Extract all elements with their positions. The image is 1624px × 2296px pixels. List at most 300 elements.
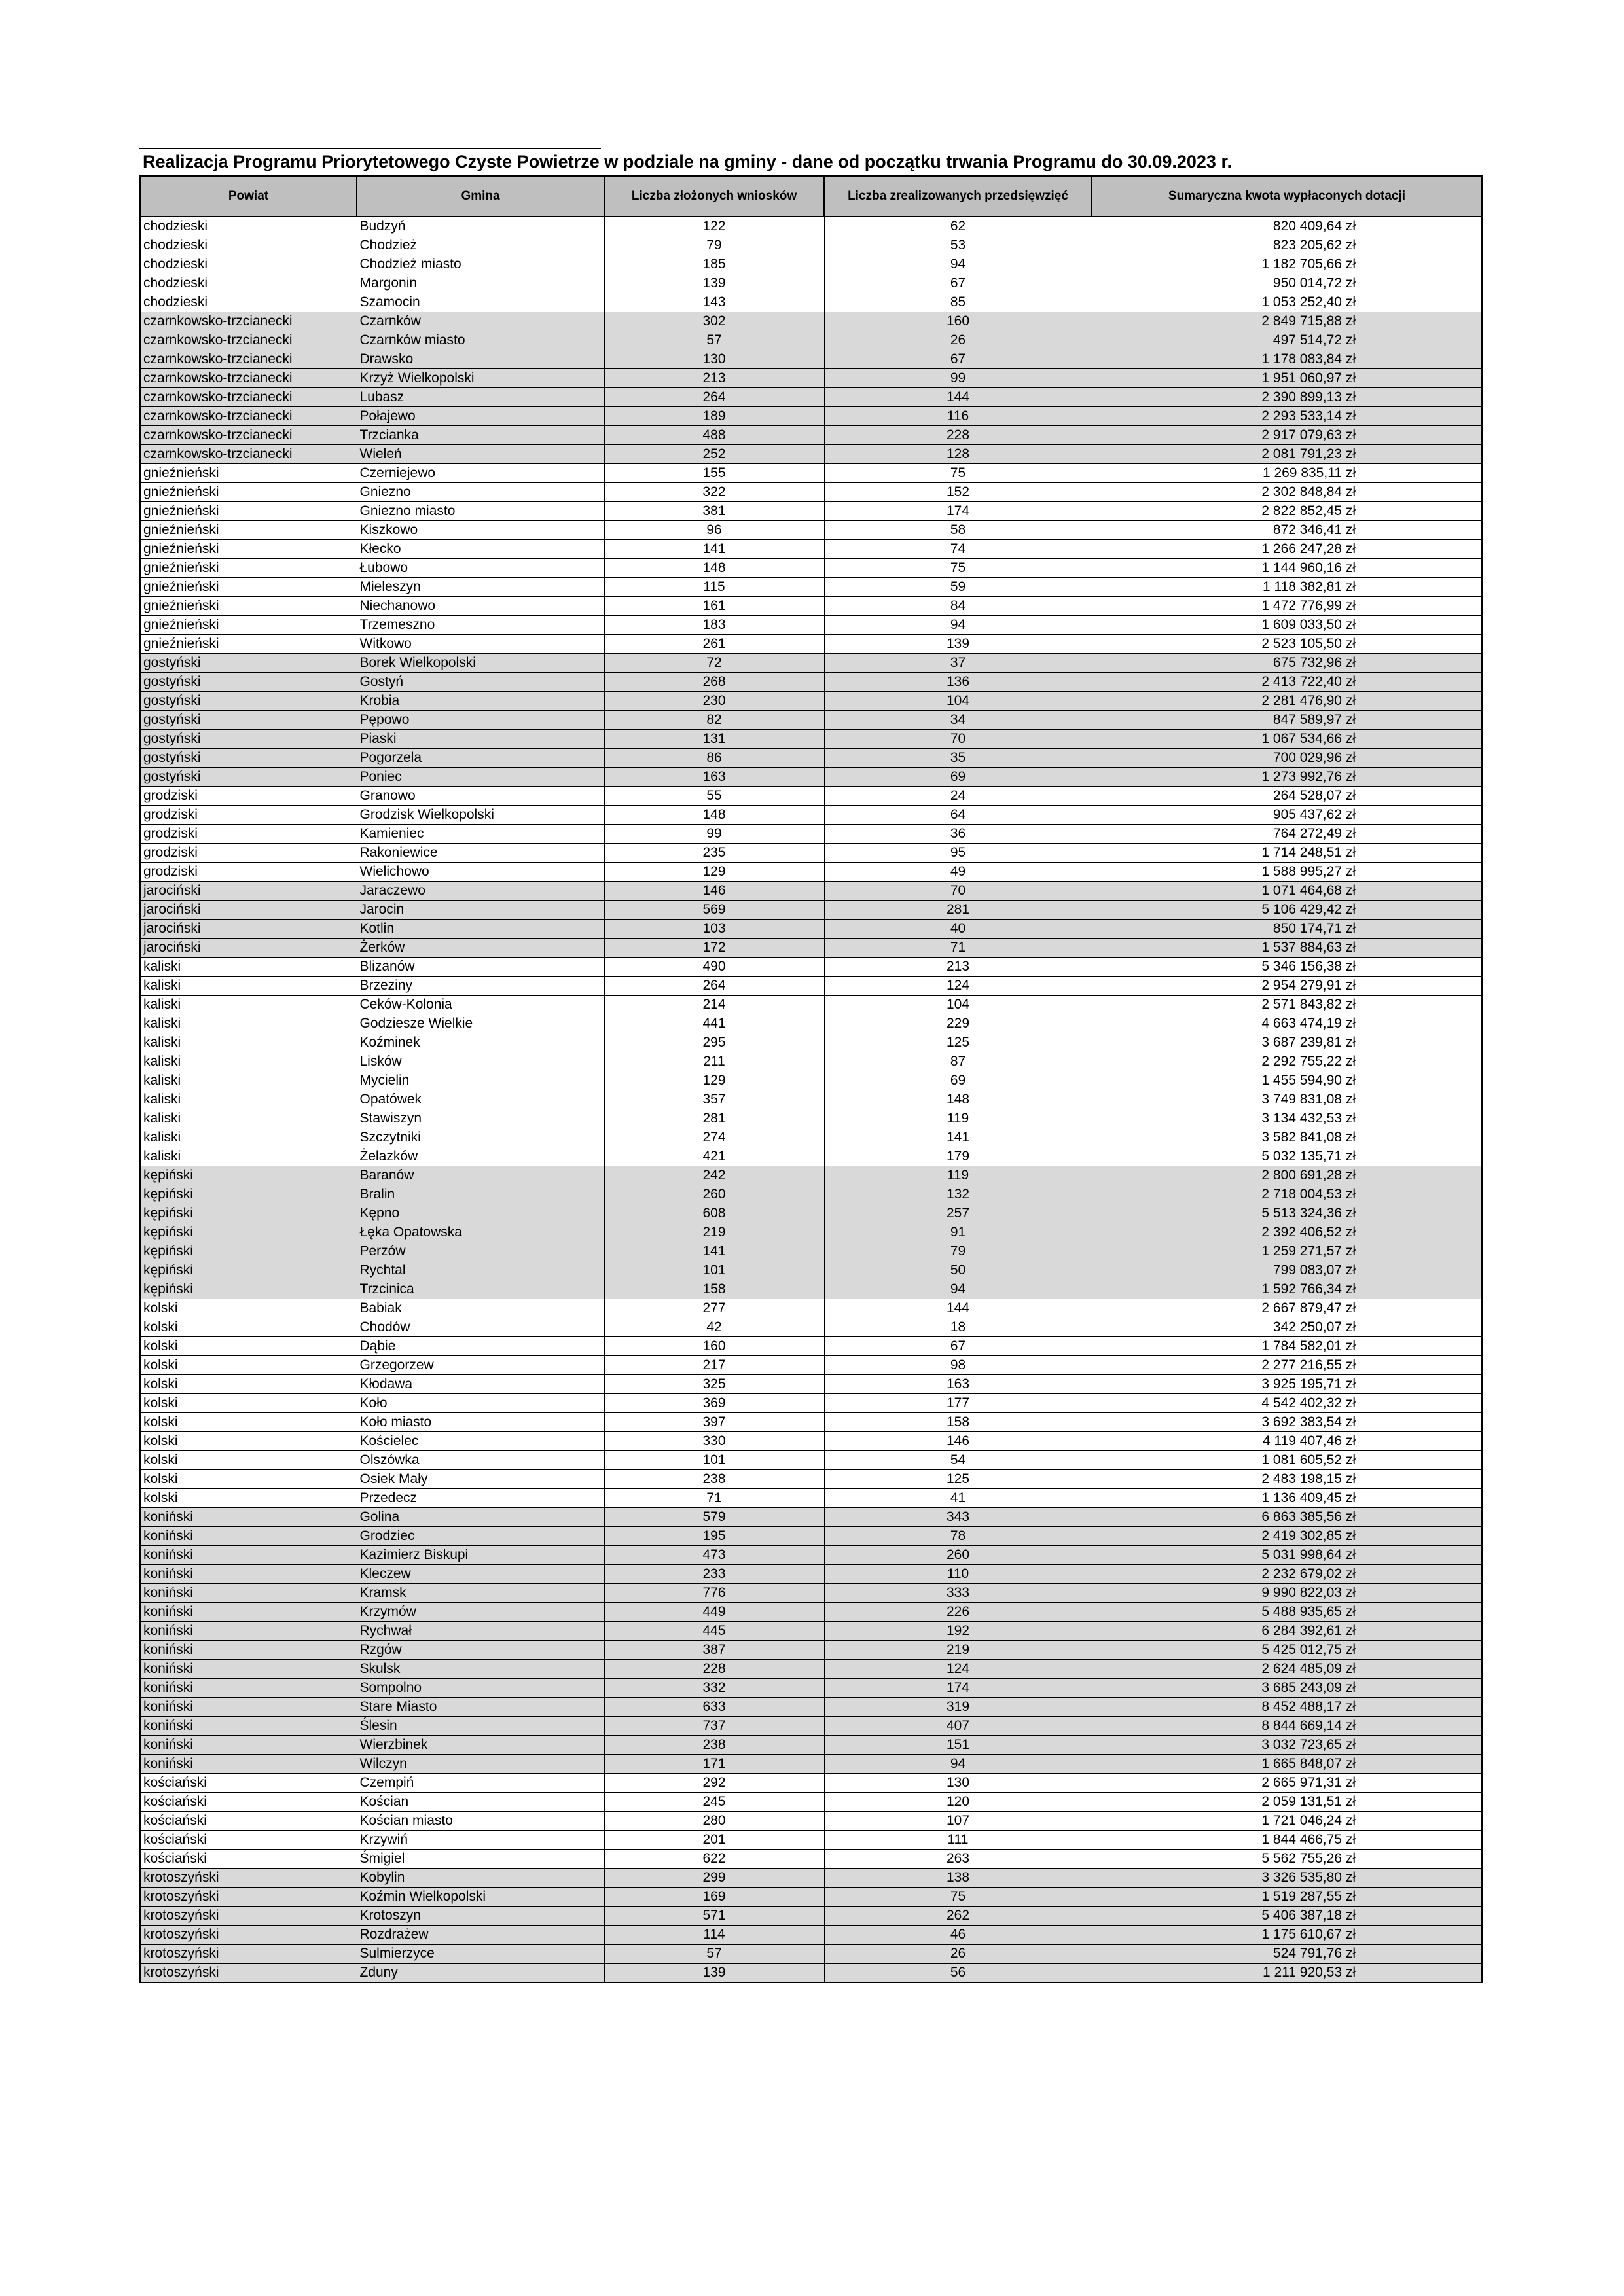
cell-gmina: Krzywiń	[357, 1831, 604, 1850]
cell-liczba-przedsiewziec: 18	[824, 1318, 1092, 1337]
cell-gmina: Bralin	[357, 1185, 604, 1204]
cell-gmina: Chodzież miasto	[357, 255, 604, 274]
cell-gmina: Perzów	[357, 1242, 604, 1261]
table-row	[140, 426, 1482, 445]
table-row	[140, 1337, 1482, 1356]
cell-liczba-przedsiewziec: 62	[824, 217, 1092, 236]
cell-kwota-dotacji: 1 266 247,28 zł	[1092, 540, 1482, 559]
cell-gmina: Kościelec	[357, 1432, 604, 1451]
cell-powiat: czarnkowsko-trzcianecki	[140, 407, 357, 426]
table-row	[140, 1451, 1482, 1470]
cell-gmina: Czarnków	[357, 312, 604, 331]
table-row	[140, 901, 1482, 920]
cell-liczba-wnioskow: 264	[604, 977, 824, 996]
table-row	[140, 1774, 1482, 1793]
cell-gmina: Kamieniec	[357, 825, 604, 844]
cell-liczba-przedsiewziec: 26	[824, 1945, 1092, 1964]
cell-liczba-wnioskow: 141	[604, 1242, 824, 1261]
table-row	[140, 768, 1482, 787]
cell-liczba-wnioskow: 79	[604, 236, 824, 255]
cell-powiat: gnieźnieński	[140, 559, 357, 578]
cell-liczba-przedsiewziec: 50	[824, 1261, 1092, 1280]
cell-liczba-przedsiewziec: 84	[824, 597, 1092, 616]
cell-liczba-przedsiewziec: 46	[824, 1926, 1092, 1945]
cell-liczba-przedsiewziec: 138	[824, 1869, 1092, 1888]
cell-powiat: kolski	[140, 1489, 357, 1508]
cell-liczba-wnioskow: 129	[604, 863, 824, 882]
cell-kwota-dotacji: 1 175 610,67 zł	[1092, 1926, 1482, 1945]
cell-kwota-dotacji: 1 071 464,68 zł	[1092, 882, 1482, 901]
table-row	[140, 1261, 1482, 1280]
cell-liczba-wnioskow: 213	[604, 369, 824, 388]
cell-liczba-przedsiewziec: 120	[824, 1793, 1092, 1812]
cell-gmina: Zduny	[357, 1964, 604, 1983]
cell-liczba-przedsiewziec: 124	[824, 1660, 1092, 1679]
cell-kwota-dotacji: 1 519 287,55 zł	[1092, 1888, 1482, 1907]
table-row	[140, 1185, 1482, 1204]
cell-powiat: czarnkowsko-trzcianecki	[140, 312, 357, 331]
cell-gmina: Kościan	[357, 1793, 604, 1812]
table-row	[140, 1660, 1482, 1679]
cell-gmina: Rychtal	[357, 1261, 604, 1280]
cell-powiat: kolski	[140, 1432, 357, 1451]
cell-liczba-wnioskow: 230	[604, 692, 824, 711]
cell-kwota-dotacji: 6 863 385,56 zł	[1092, 1508, 1482, 1527]
cell-liczba-przedsiewziec: 59	[824, 578, 1092, 597]
cell-powiat: kolski	[140, 1451, 357, 1470]
cell-gmina: Gniezno	[357, 483, 604, 502]
cell-powiat: gnieźnieński	[140, 540, 357, 559]
cell-powiat: krotoszyński	[140, 1888, 357, 1907]
cell-kwota-dotacji: 1 455 594,90 zł	[1092, 1071, 1482, 1090]
cell-liczba-wnioskow: 569	[604, 901, 824, 920]
table-body	[140, 217, 1482, 1982]
cell-liczba-wnioskow: 155	[604, 464, 824, 483]
cell-gmina: Ceków-Kolonia	[357, 996, 604, 1014]
cell-powiat: koniński	[140, 1603, 357, 1622]
cell-liczba-wnioskow: 357	[604, 1090, 824, 1109]
cell-kwota-dotacji: 3 749 831,08 zł	[1092, 1090, 1482, 1109]
cell-liczba-przedsiewziec: 70	[824, 882, 1092, 901]
table-row	[140, 920, 1482, 939]
cell-powiat: kaliski	[140, 1033, 357, 1052]
cell-gmina: Drawsko	[357, 350, 604, 369]
cell-gmina: Osiek Mały	[357, 1470, 604, 1489]
cell-liczba-przedsiewziec: 69	[824, 768, 1092, 787]
table-row	[140, 863, 1482, 882]
cell-gmina: Budzyń	[357, 217, 604, 236]
cell-powiat: chodzieski	[140, 293, 357, 312]
cell-powiat: kościański	[140, 1812, 357, 1831]
cell-liczba-przedsiewziec: 343	[824, 1508, 1092, 1527]
cell-liczba-wnioskow: 473	[604, 1546, 824, 1565]
cell-powiat: koniński	[140, 1508, 357, 1527]
cell-powiat: jarociński	[140, 939, 357, 958]
cell-kwota-dotacji: 1 144 960,16 zł	[1092, 559, 1482, 578]
table-row	[140, 388, 1482, 407]
cell-powiat: kościański	[140, 1831, 357, 1850]
cell-liczba-wnioskow: 82	[604, 711, 824, 730]
cell-liczba-przedsiewziec: 58	[824, 521, 1092, 540]
cell-gmina: Kłodawa	[357, 1375, 604, 1394]
cell-liczba-wnioskow: 261	[604, 635, 824, 654]
cell-gmina: Koźmin Wielkopolski	[357, 1888, 604, 1907]
cell-gmina: Krzyż Wielkopolski	[357, 369, 604, 388]
table-row	[140, 1470, 1482, 1489]
cell-kwota-dotacji: 1 118 382,81 zł	[1092, 578, 1482, 597]
cell-liczba-wnioskow: 299	[604, 1869, 824, 1888]
cell-kwota-dotacji: 2 718 004,53 zł	[1092, 1185, 1482, 1204]
table-row	[140, 483, 1482, 502]
cell-kwota-dotacji: 1 211 920,53 zł	[1092, 1964, 1482, 1983]
cell-kwota-dotacji: 1 592 766,34 zł	[1092, 1280, 1482, 1299]
cell-kwota-dotacji: 2 293 533,14 zł	[1092, 407, 1482, 426]
cell-gmina: Kotlin	[357, 920, 604, 939]
table-row	[140, 445, 1482, 464]
cell-powiat: kaliski	[140, 1128, 357, 1147]
cell-kwota-dotacji: 3 582 841,08 zł	[1092, 1128, 1482, 1147]
table-row	[140, 1394, 1482, 1413]
cell-liczba-przedsiewziec: 53	[824, 236, 1092, 255]
cell-kwota-dotacji: 2 419 302,85 zł	[1092, 1527, 1482, 1546]
table-row	[140, 958, 1482, 977]
cell-gmina: Kościan miasto	[357, 1812, 604, 1831]
cell-liczba-wnioskow: 189	[604, 407, 824, 426]
cell-liczba-przedsiewziec: 74	[824, 540, 1092, 559]
cell-liczba-przedsiewziec: 229	[824, 1014, 1092, 1033]
table-row	[140, 350, 1482, 369]
cell-gmina: Mieleszyn	[357, 578, 604, 597]
cell-liczba-wnioskow: 42	[604, 1318, 824, 1337]
cell-gmina: Krotoszyn	[357, 1907, 604, 1926]
cell-gmina: Grodzisk Wielkopolski	[357, 806, 604, 825]
cell-kwota-dotacji: 1 714 248,51 zł	[1092, 844, 1482, 863]
cell-kwota-dotacji: 1 784 582,01 zł	[1092, 1337, 1482, 1356]
cell-liczba-wnioskow: 322	[604, 483, 824, 502]
cell-kwota-dotacji: 950 014,72 zł	[1092, 274, 1482, 293]
cell-kwota-dotacji: 1 665 848,07 zł	[1092, 1755, 1482, 1774]
cell-powiat: gnieźnieński	[140, 521, 357, 540]
cell-gmina: Pogorzela	[357, 749, 604, 768]
cell-gmina: Żelazków	[357, 1147, 604, 1166]
cell-kwota-dotacji: 823 205,62 zł	[1092, 236, 1482, 255]
cell-kwota-dotacji: 8 452 488,17 zł	[1092, 1698, 1482, 1717]
cell-gmina: Skulsk	[357, 1660, 604, 1679]
cell-kwota-dotacji: 1 259 271,57 zł	[1092, 1242, 1482, 1261]
cell-powiat: gostyński	[140, 730, 357, 749]
table-row	[140, 293, 1482, 312]
table-row	[140, 1584, 1482, 1603]
cell-powiat: kaliski	[140, 1052, 357, 1071]
cell-liczba-wnioskow: 381	[604, 502, 824, 521]
cell-liczba-wnioskow: 277	[604, 1299, 824, 1318]
cell-powiat: czarnkowsko-trzcianecki	[140, 426, 357, 445]
cell-liczba-wnioskow: 211	[604, 1052, 824, 1071]
cell-liczba-wnioskow: 280	[604, 1812, 824, 1831]
cell-gmina: Wieleń	[357, 445, 604, 464]
cell-kwota-dotacji: 2 571 843,82 zł	[1092, 996, 1482, 1014]
cell-liczba-przedsiewziec: 219	[824, 1641, 1092, 1660]
cell-powiat: chodzieski	[140, 274, 357, 293]
cell-powiat: gostyński	[140, 749, 357, 768]
cell-liczba-wnioskow: 421	[604, 1147, 824, 1166]
cell-liczba-wnioskow: 387	[604, 1641, 824, 1660]
cell-kwota-dotacji: 5 032 135,71 zł	[1092, 1147, 1482, 1166]
cell-kwota-dotacji: 497 514,72 zł	[1092, 331, 1482, 350]
table-row	[140, 1280, 1482, 1299]
table-row	[140, 312, 1482, 331]
cell-powiat: kępiński	[140, 1242, 357, 1261]
cell-powiat: kolski	[140, 1375, 357, 1394]
table-row	[140, 1109, 1482, 1128]
cell-powiat: gostyński	[140, 711, 357, 730]
cell-liczba-wnioskow: 449	[604, 1603, 824, 1622]
cell-kwota-dotacji: 5 562 755,26 zł	[1092, 1850, 1482, 1869]
cell-kwota-dotacji: 3 326 535,80 zł	[1092, 1869, 1482, 1888]
cell-liczba-przedsiewziec: 110	[824, 1565, 1092, 1584]
cell-kwota-dotacji: 2 822 852,45 zł	[1092, 502, 1482, 521]
table-row	[140, 654, 1482, 673]
cell-liczba-wnioskow: 445	[604, 1622, 824, 1641]
cell-powiat: gostyński	[140, 673, 357, 692]
cell-gmina: Pępowo	[357, 711, 604, 730]
table-row	[140, 1679, 1482, 1698]
cell-powiat: czarnkowsko-trzcianecki	[140, 331, 357, 350]
cell-kwota-dotacji: 1 081 605,52 zł	[1092, 1451, 1482, 1470]
table-row	[140, 1223, 1482, 1242]
cell-liczba-wnioskow: 228	[604, 1660, 824, 1679]
table-row	[140, 1166, 1482, 1185]
cell-powiat: kaliski	[140, 1109, 357, 1128]
cell-gmina: Rakoniewice	[357, 844, 604, 863]
cell-liczba-wnioskow: 274	[604, 1128, 824, 1147]
cell-liczba-wnioskow: 330	[604, 1432, 824, 1451]
cell-gmina: Baranów	[357, 1166, 604, 1185]
table-header-row	[140, 176, 1482, 217]
cell-powiat: grodziski	[140, 844, 357, 863]
cell-liczba-wnioskow: 490	[604, 958, 824, 977]
table-row	[140, 369, 1482, 388]
cell-kwota-dotacji: 3 685 243,09 zł	[1092, 1679, 1482, 1698]
table-row	[140, 1793, 1482, 1812]
header-kwota-dotacji: Sumaryczna kwota wypłaconych dotacji	[1092, 176, 1482, 217]
table-row	[140, 1014, 1482, 1033]
cell-kwota-dotacji: 5 513 324,36 zł	[1092, 1204, 1482, 1223]
cell-kwota-dotacji: 2 917 079,63 zł	[1092, 426, 1482, 445]
table-row	[140, 882, 1482, 901]
table-row	[140, 1831, 1482, 1850]
table-row	[140, 1964, 1482, 1983]
cell-powiat: koniński	[140, 1565, 357, 1584]
cell-liczba-przedsiewziec: 139	[824, 635, 1092, 654]
table-row	[140, 1717, 1482, 1736]
cell-gmina: Godziesze Wielkie	[357, 1014, 604, 1033]
cell-gmina: Grzegorzew	[357, 1356, 604, 1375]
cell-liczba-przedsiewziec: 67	[824, 274, 1092, 293]
cell-liczba-wnioskow: 242	[604, 1166, 824, 1185]
cell-liczba-wnioskow: 737	[604, 1717, 824, 1736]
cell-kwota-dotacji: 1 609 033,50 zł	[1092, 616, 1482, 635]
cell-liczba-wnioskow: 148	[604, 806, 824, 825]
document-title: Realizacja Programu Priorytetowego Czyste Powietrze w podziale na gminy - dane od początku trwania Programu do 30.09.2023 r.	[143, 152, 1232, 171]
cell-liczba-wnioskow: 268	[604, 673, 824, 692]
cell-gmina: Szczytniki	[357, 1128, 604, 1147]
cell-gmina: Kleczew	[357, 1565, 604, 1584]
table-row	[140, 844, 1482, 863]
cell-liczba-przedsiewziec: 104	[824, 692, 1092, 711]
table-row	[140, 1204, 1482, 1223]
table-row	[140, 1356, 1482, 1375]
cell-liczba-wnioskow: 252	[604, 445, 824, 464]
cell-powiat: koniński	[140, 1736, 357, 1755]
cell-kwota-dotacji: 4 542 402,32 zł	[1092, 1394, 1482, 1413]
table-row	[140, 1128, 1482, 1147]
cell-liczba-przedsiewziec: 85	[824, 293, 1092, 312]
cell-kwota-dotacji: 764 272,49 zł	[1092, 825, 1482, 844]
cell-powiat: gnieźnieński	[140, 597, 357, 616]
cell-powiat: kaliski	[140, 977, 357, 996]
cell-liczba-przedsiewziec: 407	[824, 1717, 1092, 1736]
cell-powiat: kępiński	[140, 1204, 357, 1223]
table-row	[140, 1641, 1482, 1660]
cell-liczba-wnioskow: 71	[604, 1489, 824, 1508]
cell-powiat: gnieźnieński	[140, 635, 357, 654]
table-row	[140, 787, 1482, 806]
cell-kwota-dotacji: 2 800 691,28 zł	[1092, 1166, 1482, 1185]
cell-liczba-wnioskow: 115	[604, 578, 824, 597]
table-row	[140, 1888, 1482, 1907]
cell-liczba-wnioskow: 103	[604, 920, 824, 939]
cell-liczba-przedsiewziec: 79	[824, 1242, 1092, 1261]
cell-gmina: Ślesin	[357, 1717, 604, 1736]
cell-liczba-wnioskow: 295	[604, 1033, 824, 1052]
cell-liczba-wnioskow: 99	[604, 825, 824, 844]
cell-kwota-dotacji: 1 537 884,63 zł	[1092, 939, 1482, 958]
cell-liczba-wnioskow: 238	[604, 1470, 824, 1489]
table-row	[140, 616, 1482, 635]
table-row	[140, 692, 1482, 711]
cell-liczba-przedsiewziec: 281	[824, 901, 1092, 920]
cell-liczba-wnioskow: 201	[604, 1831, 824, 1850]
cell-liczba-przedsiewziec: 94	[824, 1755, 1092, 1774]
cell-liczba-przedsiewziec: 94	[824, 255, 1092, 274]
cell-liczba-wnioskow: 776	[604, 1584, 824, 1603]
cell-kwota-dotacji: 8 844 669,14 zł	[1092, 1717, 1482, 1736]
table-row	[140, 1299, 1482, 1318]
cell-powiat: koniński	[140, 1717, 357, 1736]
table-row	[140, 502, 1482, 521]
cell-liczba-przedsiewziec: 107	[824, 1812, 1092, 1831]
cell-kwota-dotacji: 342 250,07 zł	[1092, 1318, 1482, 1337]
table-row	[140, 1603, 1482, 1622]
cell-gmina: Kępno	[357, 1204, 604, 1223]
cell-kwota-dotacji: 2 624 485,09 zł	[1092, 1660, 1482, 1679]
cell-liczba-przedsiewziec: 49	[824, 863, 1092, 882]
cell-kwota-dotacji: 2 954 279,91 zł	[1092, 977, 1482, 996]
cell-liczba-przedsiewziec: 69	[824, 1071, 1092, 1090]
cell-gmina: Mycielin	[357, 1071, 604, 1090]
table-row	[140, 217, 1482, 236]
cell-liczba-przedsiewziec: 192	[824, 1622, 1092, 1641]
cell-liczba-wnioskow: 101	[604, 1451, 824, 1470]
table-row	[140, 1869, 1482, 1888]
cell-gmina: Chodzież	[357, 236, 604, 255]
cell-gmina: Kobylin	[357, 1869, 604, 1888]
cell-powiat: jarociński	[140, 901, 357, 920]
cell-powiat: grodziski	[140, 825, 357, 844]
table-row	[140, 1926, 1482, 1945]
table-row	[140, 1033, 1482, 1052]
cell-liczba-wnioskow: 302	[604, 312, 824, 331]
table-row	[140, 1698, 1482, 1717]
cell-liczba-wnioskow: 281	[604, 1109, 824, 1128]
cell-powiat: kaliski	[140, 1147, 357, 1166]
cell-liczba-przedsiewziec: 144	[824, 388, 1092, 407]
cell-powiat: gostyński	[140, 768, 357, 787]
cell-liczba-przedsiewziec: 226	[824, 1603, 1092, 1622]
cell-powiat: jarociński	[140, 920, 357, 939]
cell-powiat: gostyński	[140, 692, 357, 711]
cell-liczba-przedsiewziec: 152	[824, 483, 1092, 502]
table-row	[140, 1907, 1482, 1926]
cell-kwota-dotacji: 2 277 216,55 zł	[1092, 1356, 1482, 1375]
cell-gmina: Połajewo	[357, 407, 604, 426]
cell-liczba-wnioskow: 114	[604, 1926, 824, 1945]
cell-liczba-przedsiewziec: 119	[824, 1109, 1092, 1128]
cell-gmina: Brzeziny	[357, 977, 604, 996]
cell-kwota-dotacji: 5 106 429,42 zł	[1092, 901, 1482, 920]
table-row	[140, 1413, 1482, 1432]
cell-kwota-dotacji: 872 346,41 zł	[1092, 521, 1482, 540]
cell-kwota-dotacji: 847 589,97 zł	[1092, 711, 1482, 730]
cell-liczba-przedsiewziec: 91	[824, 1223, 1092, 1242]
cell-gmina: Krzymów	[357, 1603, 604, 1622]
cell-liczba-wnioskow: 96	[604, 521, 824, 540]
cell-kwota-dotacji: 905 437,62 zł	[1092, 806, 1482, 825]
cell-gmina: Jarocin	[357, 901, 604, 920]
cell-liczba-przedsiewziec: 333	[824, 1584, 1092, 1603]
cell-kwota-dotacji: 1 588 995,27 zł	[1092, 863, 1482, 882]
cell-kwota-dotacji: 2 849 715,88 zł	[1092, 312, 1482, 331]
cell-liczba-przedsiewziec: 67	[824, 1337, 1092, 1356]
cell-powiat: czarnkowsko-trzcianecki	[140, 350, 357, 369]
header-liczba-wnioskow: Liczba złożonych wniosków	[604, 176, 824, 217]
table-row	[140, 464, 1482, 483]
cell-powiat: kaliski	[140, 1071, 357, 1090]
cell-liczba-przedsiewziec: 177	[824, 1394, 1092, 1413]
cell-powiat: kolski	[140, 1394, 357, 1413]
cell-liczba-przedsiewziec: 95	[824, 844, 1092, 863]
cell-liczba-wnioskow: 57	[604, 1945, 824, 1964]
cell-liczba-przedsiewziec: 98	[824, 1356, 1092, 1375]
table-row	[140, 540, 1482, 559]
cell-gmina: Wilczyn	[357, 1755, 604, 1774]
cell-kwota-dotacji: 1 178 083,84 zł	[1092, 350, 1482, 369]
cell-powiat: koniński	[140, 1755, 357, 1774]
cell-powiat: kolski	[140, 1356, 357, 1375]
cell-powiat: koniński	[140, 1622, 357, 1641]
cell-liczba-przedsiewziec: 24	[824, 787, 1092, 806]
cell-powiat: chodzieski	[140, 217, 357, 236]
cell-powiat: czarnkowsko-trzcianecki	[140, 388, 357, 407]
cell-gmina: Gostyń	[357, 673, 604, 692]
cell-powiat: gnieźnieński	[140, 502, 357, 521]
cell-liczba-wnioskow: 571	[604, 1907, 824, 1926]
cell-liczba-przedsiewziec: 34	[824, 711, 1092, 730]
cell-kwota-dotacji: 3 032 723,65 zł	[1092, 1736, 1482, 1755]
cell-kwota-dotacji: 2 232 679,02 zł	[1092, 1565, 1482, 1584]
cell-powiat: krotoszyński	[140, 1964, 357, 1983]
